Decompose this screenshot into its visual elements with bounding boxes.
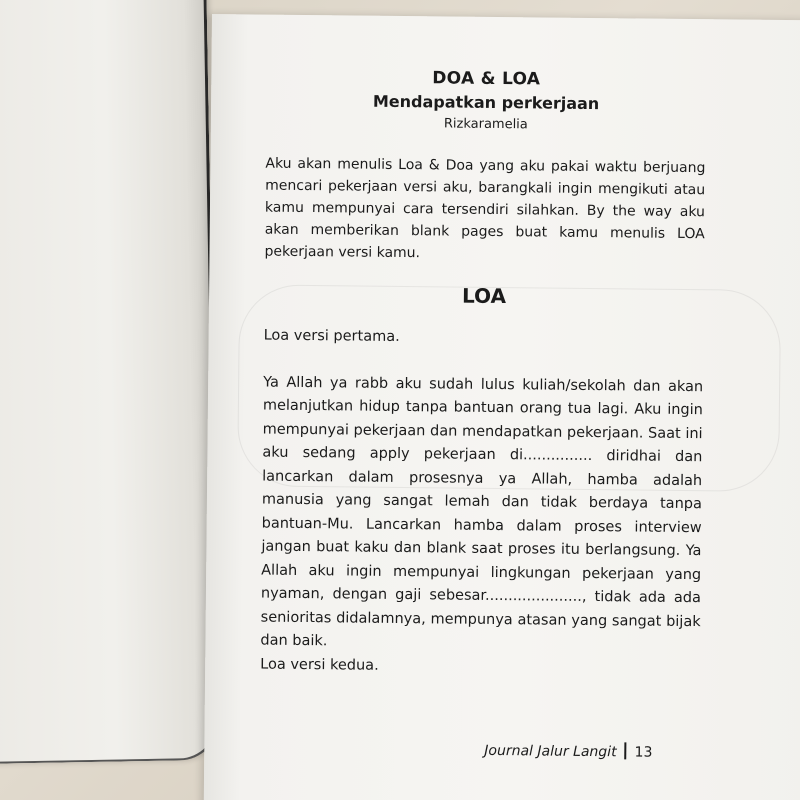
loa-version-two-label: Loa versi kedua. — [260, 656, 379, 674]
loa-body-paragraph: Ya Allah ya rabb aku sudah lulus kuliah/sekolah dan akan melanjutkan hidup tanpa bantuan orang tua lagi. Aku ingin mempunyai pekerjaan dan mendapatkan pekerjaan. Saat ini aku sedang apply pekerjaan di............... diridhai dan lancarkan dalam prosesnya ya Allah, hamba adalah manusia yang sangat lemah dan tidak berdaya tanpa bantuan-Mu. Lancarkan hamba dalam proses interview jangan buat kaku dan blank saat proses itu berlangsung. Ya Allah aku ingin mempunyai lingkungan pekerjaan yang nyaman, dengan gaji sebesar....................., tidak ada ada senioritas didalamnya, mempunya atasan yang sangat bijak dan baik. — [260, 374, 704, 650]
page-content — [260, 65, 706, 682]
page-number: 13 — [634, 744, 653, 761]
loa-version-one-label: Loa versi pertama. — [263, 327, 400, 345]
left-page-bleed-through — [0, 29, 164, 32]
intro-paragraph: Aku akan menulis Loa & Doa yang aku pakai waktu berjuang mencari pekerjaan versi aku, barangkali ingin mengikuti atau kamu mempunyai cara tersendiri silahkan. By the way aku akan memberikan blank pages buat kamu menulis LOA pekerjaan versi kamu. — [264, 155, 706, 262]
section-heading-loa: LOA — [461, 283, 507, 309]
left-page — [0, 0, 220, 764]
footer-separator — [625, 742, 627, 759]
document-title: DOA & LOA — [432, 68, 541, 90]
document-author: Rizkaramelia — [443, 116, 528, 133]
document-subtitle: Mendapatkan perkerjaan — [372, 91, 600, 114]
right-page — [204, 14, 800, 800]
running-title: Journal Jalur Langit — [484, 742, 617, 761]
page-footer — [484, 741, 652, 761]
